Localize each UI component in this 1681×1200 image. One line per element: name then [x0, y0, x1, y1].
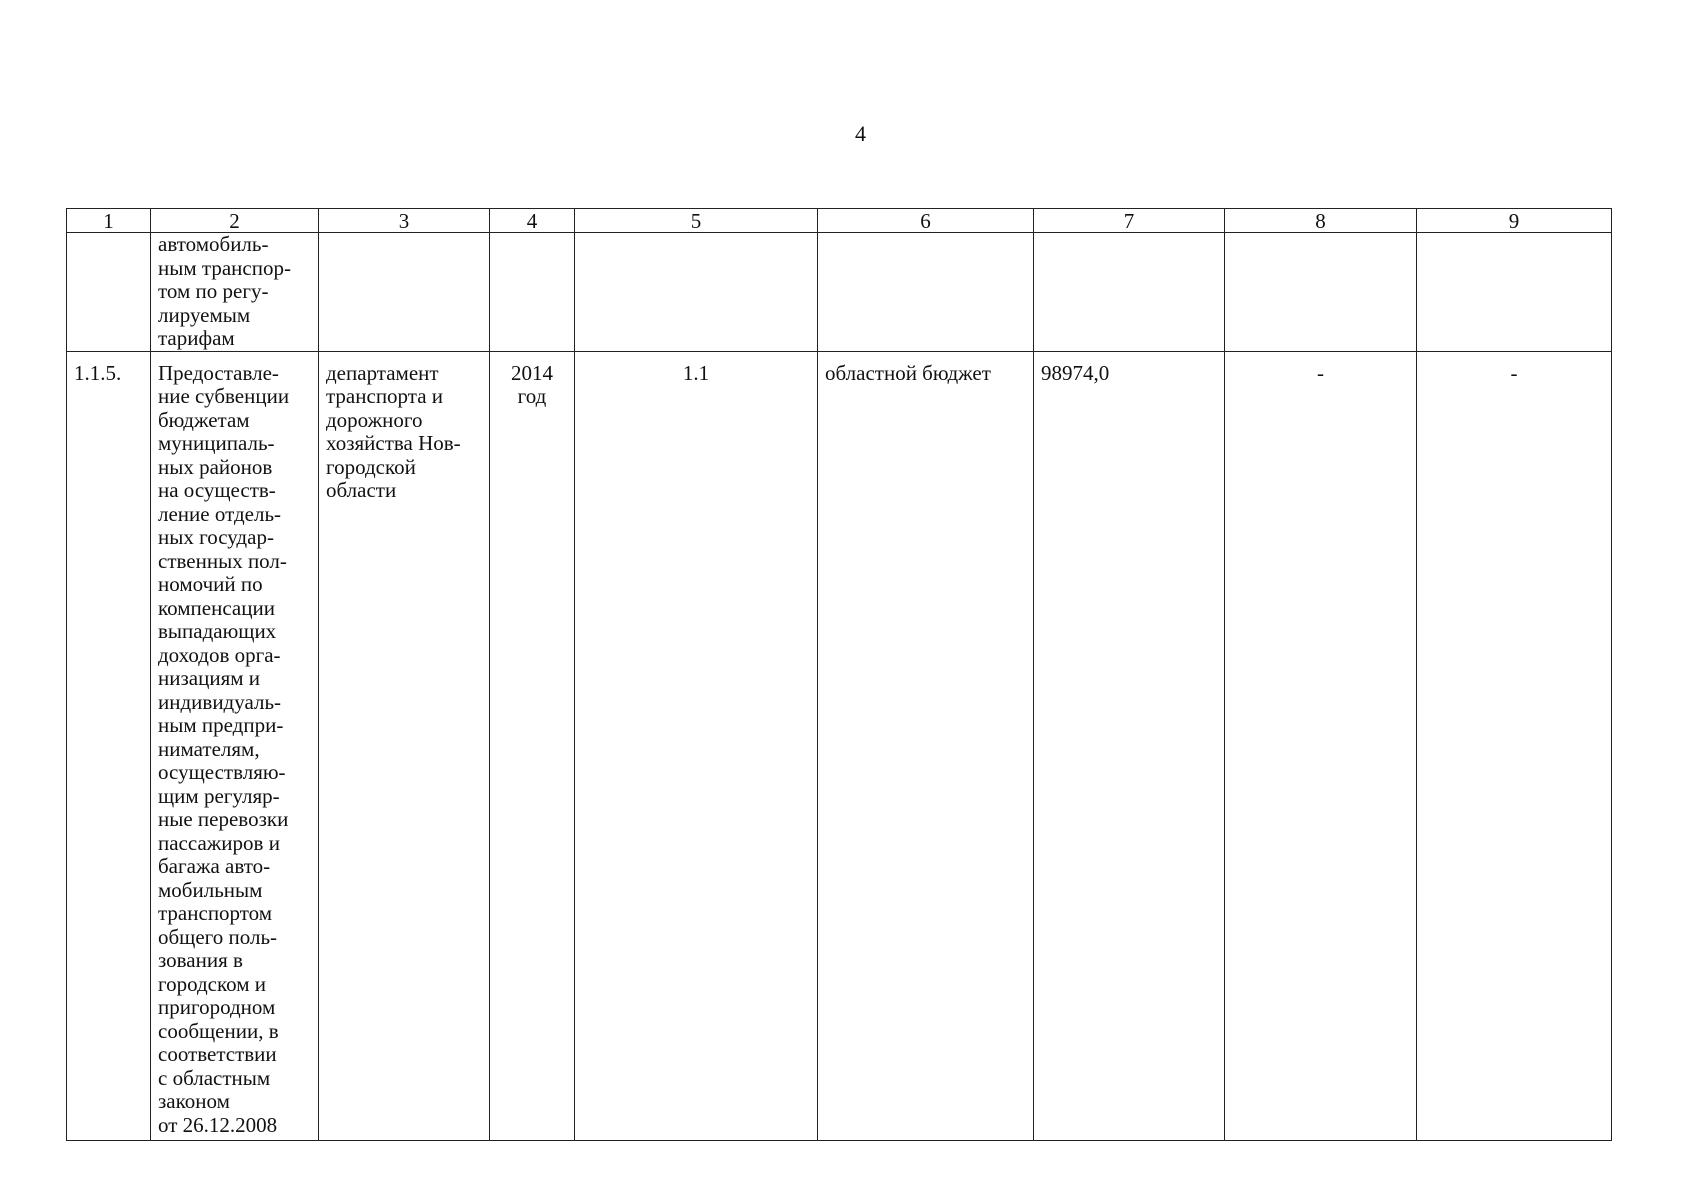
column-header-4: 4	[490, 209, 575, 233]
column-number-row	[67, 209, 1612, 233]
cont-cell-9	[1417, 233, 1612, 352]
cont-cell-7	[1034, 233, 1225, 352]
measure-row-1-1-5	[67, 351, 1612, 1140]
program-measures-table	[66, 208, 1612, 1141]
measure-description: Предоставле- ние субвенции бюджетам муниципаль- ных районов на осуществ- ление отдель- ных государ- ственных пол- номочий по компенсации выпадающих доходов орга- низациям и индивидуаль- ным предпри- нимателям, осуществляю- щим регуляр- ные перевозки пассажиров и багажа авто- мобильным транспортом общего поль- зования в городском и пригородном сообщении, в соответствии с областным законом от 26.12.2008	[151, 351, 319, 1140]
implementation-period: 2014 год	[490, 351, 575, 1140]
continued-measure-text: автомобиль- ным транспор- том по регу- лируемым тарифам	[158, 232, 291, 350]
continuation-row	[67, 233, 1612, 352]
column-header-6: 6	[818, 209, 1034, 233]
responsible-executor: департамент транспорта и дорожного хозяйства Нов- городской области	[319, 351, 490, 1140]
cont-cell-2	[151, 233, 319, 352]
page-number: 4	[855, 121, 866, 146]
column-header-8: 8	[1225, 209, 1417, 233]
cont-cell-1	[67, 233, 151, 352]
cont-cell-4	[490, 233, 575, 352]
measure-number: 1.1.5.	[67, 351, 151, 1140]
column-header-7: 7	[1034, 209, 1225, 233]
cont-cell-6	[818, 233, 1034, 352]
funding-amount-2014: 98974,0	[1034, 351, 1225, 1140]
cont-cell-8	[1225, 233, 1417, 352]
cont-cell-5	[575, 233, 818, 352]
column-header-9: 9	[1417, 209, 1612, 233]
column-header-5: 5	[575, 209, 818, 233]
funding-amount-col9: -	[1417, 351, 1612, 1140]
column-header-3: 3	[319, 209, 490, 233]
cont-cell-3	[319, 233, 490, 352]
funding-source: областной бюджет	[818, 351, 1034, 1140]
target-indicator: 1.1	[575, 351, 818, 1140]
column-header-1: 1	[67, 209, 151, 233]
funding-amount-col8: -	[1225, 351, 1417, 1140]
column-header-2: 2	[151, 209, 319, 233]
